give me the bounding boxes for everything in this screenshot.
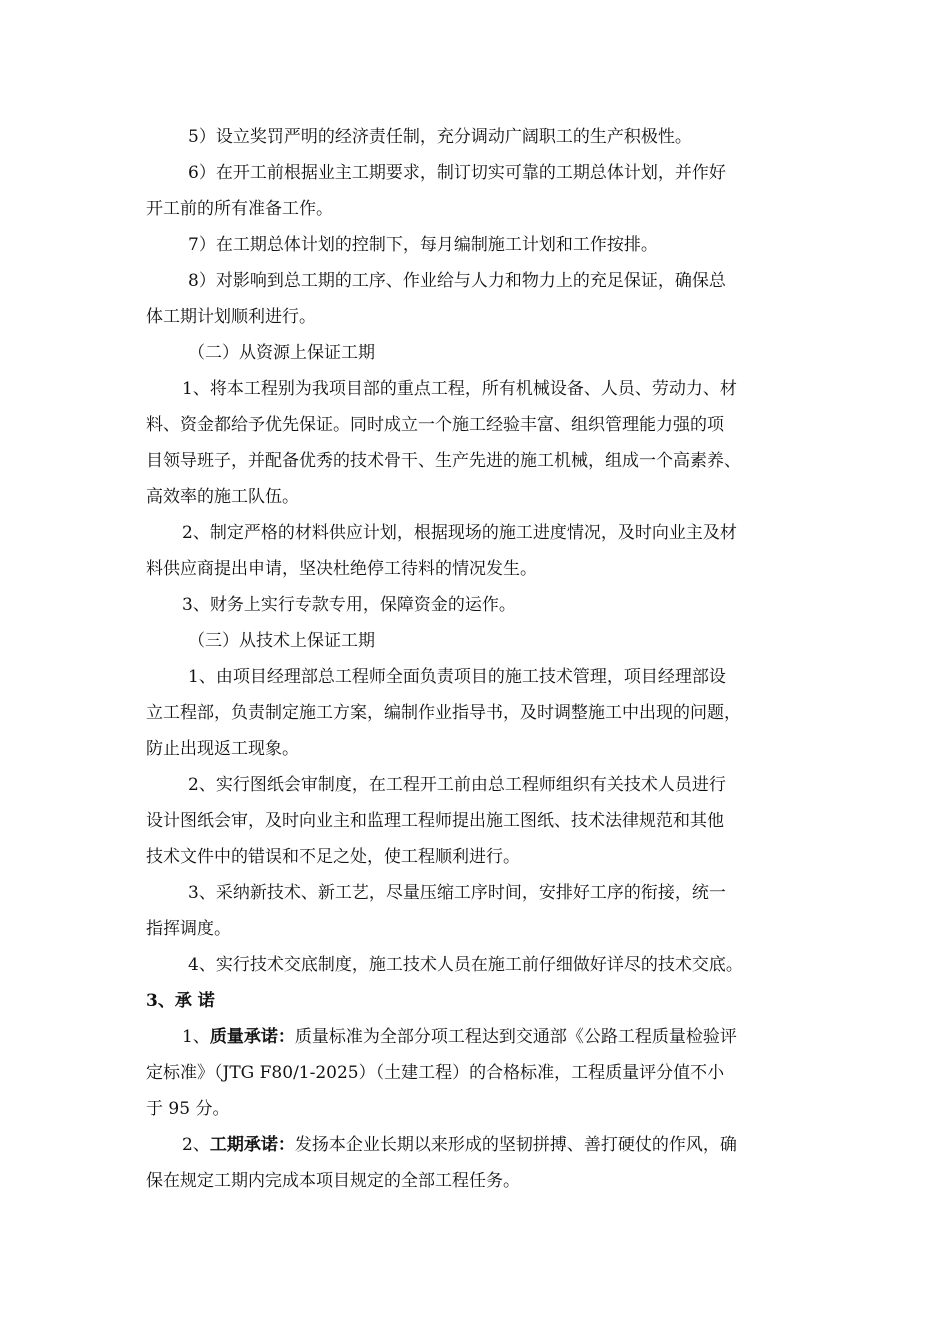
technology-2-line-3: 技术文件中的错误和不足之处，使工程顺利进行。 — [146, 847, 520, 867]
technology-3-line-2: 指挥调度。 — [146, 919, 231, 939]
technology-2-line-2: 设计图纸会审，及时向业主和监理工程师提出施工图纸、技术法律规范和其他 — [146, 811, 724, 831]
technology-2-line-1: 2、实行图纸会审制度，在工程开工前由总工程师组织有关技术人员进行 — [188, 775, 726, 795]
resource-2-line-2: 料供应商提出申请，坚决杜绝停工待料的情况发生。 — [146, 559, 537, 579]
section-heading-commitment: 3、承 诺 — [146, 991, 215, 1011]
commitment-1-label: 质量承诺： — [209, 1027, 295, 1047]
resource-1-line-2: 料、资金都给予优先保证。同时成立一个施工经验丰富、组织管理能力强的项 — [146, 415, 724, 435]
paragraph-5: 5）设立奖罚严明的经济责任制，充分调动广阔职工的生产积极性。 — [188, 127, 692, 147]
resource-1-line-4: 高效率的施工队伍。 — [146, 487, 299, 507]
technology-1-line-3: 防止出现返工现象。 — [146, 739, 299, 759]
technology-3-line-1: 3、采纳新技术、新工艺，尽量压缩工序时间，安排好工序的衔接，统一 — [188, 883, 726, 903]
resource-1-line-3: 目领导班子，并配备优秀的技术骨干、生产先进的施工机械，组成一个高素养、 — [146, 451, 741, 471]
commitment-1-text: 质量标准为全部分项工程达到交通部《公路工程质量检验评 — [294, 1027, 737, 1047]
heading-resources: （二）从资源上保证工期 — [188, 343, 375, 363]
paragraph-7: 7）在工期总体计划的控制下，每月编制施工计划和工作按排。 — [188, 235, 658, 255]
resource-1-line-1: 1、将本工程别为我项目部的重点工程，所有机械设备、人员、劳动力、材 — [182, 379, 737, 399]
commitment-1-line-3: 于 95 分。 — [146, 1099, 230, 1119]
commitment-2-line-2: 保在规定工期内完成本项目规定的全部工程任务。 — [146, 1171, 520, 1191]
resource-3: 3、财务上实行专款专用，保障资金的运作。 — [182, 595, 516, 615]
paragraph-8-line-2: 体工期计划顺利进行。 — [146, 307, 316, 327]
technology-1-line-2: 立工程部，负责制定施工方案，编制作业指导书，及时调整施工中出现的问题， — [146, 703, 741, 723]
technology-4: 4、实行技术交底制度，施工技术人员在施工前仔细做好详尽的技术交底。 — [188, 955, 743, 975]
commitment-2-label: 工期承诺： — [209, 1135, 295, 1155]
commitment-2-text: 发扬本企业长期以来形成的坚韧拼搏、善打硬仗的作风，确 — [294, 1135, 737, 1155]
paragraph-8-line-1: 8）对影响到总工期的工序、作业给与人力和物力上的充足保证，确保总 — [188, 271, 726, 291]
commitment-1-number: 1、 — [182, 1027, 210, 1047]
commitment-1-line-2: 定标准》（JTG F80/1-2025）（土建工程）的合格标准，工程质量评分值不小 — [146, 1063, 725, 1083]
commitment-2-line-1 — [182, 1135, 737, 1155]
paragraph-6-line-1: 6）在开工前根据业主工期要求，制订切实可靠的工期总体计划，并作好 — [188, 163, 726, 183]
commitment-2-number: 2、 — [182, 1135, 210, 1155]
technology-1-line-1: 1、由项目经理部总工程师全面负责项目的施工技术管理，项目经理部设 — [188, 667, 726, 687]
commitment-1-line-1 — [182, 1027, 737, 1047]
resource-2-line-1: 2、制定严格的材料供应计划，根据现场的施工进度情况，及时向业主及材 — [182, 523, 737, 543]
heading-technology: （三）从技术上保证工期 — [188, 631, 375, 651]
paragraph-6-line-2: 开工前的所有准备工作。 — [146, 199, 333, 219]
